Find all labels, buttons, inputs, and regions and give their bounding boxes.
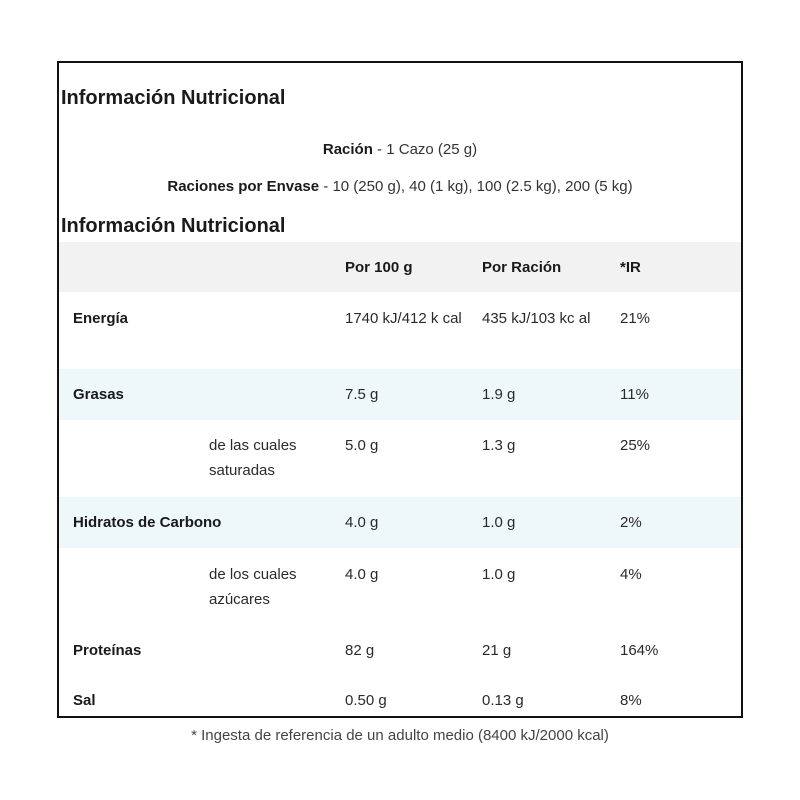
header-per-serving: Por Ración	[482, 259, 562, 276]
row-per-serving: 1.3 g	[482, 437, 516, 454]
serving-size	[59, 141, 741, 158]
footnote: * Ingesta de referencia de un adulto medio (8400 kJ/2000 kcal)	[191, 727, 609, 744]
serving-size-label: Ración	[322, 141, 373, 158]
row-per-100g: 4.0 g	[345, 566, 379, 583]
row-per-100g: 82 g	[345, 642, 375, 659]
row-nutrient: Grasas	[73, 386, 124, 403]
table-row	[59, 548, 743, 625]
servings-per-pack-label: Raciones por Envase	[167, 178, 320, 195]
table-header	[59, 242, 743, 292]
table-row	[59, 292, 743, 369]
row-ir: 8%	[620, 692, 642, 709]
servings-per-pack	[59, 178, 741, 195]
table-title: Información Nutricional	[61, 215, 286, 237]
nutrition-panel	[57, 61, 743, 718]
row-per-100g: 0.50 g	[345, 692, 387, 709]
row-per-serving: 1.0 g	[482, 514, 516, 531]
row-nutrient: Sal	[73, 692, 96, 709]
table-row	[59, 625, 743, 676]
row-per-serving: 21 g	[482, 642, 512, 659]
table-row	[59, 420, 743, 497]
row-sub-nutrient: de las cuales saturadas	[209, 437, 297, 479]
row-ir: 21%	[620, 310, 651, 327]
table-row	[59, 369, 743, 420]
row-ir: 11%	[620, 386, 649, 403]
row-nutrient: Proteínas	[73, 642, 142, 659]
header-per-100g: Por 100 g	[345, 259, 413, 276]
row-per-100g: 5.0 g	[345, 437, 379, 454]
row-ir: 4%	[620, 566, 642, 583]
row-ir: 164%	[620, 642, 659, 659]
servings-per-pack-value: - 10 (250 g), 40 (1 kg), 100 (2.5 kg), 200 (5 kg)	[319, 178, 633, 195]
row-sub-nutrient: de los cuales azúcares	[209, 566, 297, 608]
page-title: Información Nutricional	[61, 87, 286, 109]
row-nutrient: Energía	[73, 310, 129, 327]
table-row	[59, 497, 743, 548]
row-ir: 2%	[620, 514, 642, 531]
row-ir: 25%	[620, 437, 651, 454]
row-per-serving: 1.9 g	[482, 386, 516, 403]
serving-size-value: - 1 Cazo (25 g)	[372, 141, 478, 158]
row-per-100g: 4.0 g	[345, 514, 379, 531]
row-per-serving: 1.0 g	[482, 566, 516, 583]
row-per-100g: 7.5 g	[345, 386, 379, 403]
row-nutrient: Hidratos de Carbono	[73, 514, 222, 531]
table-row	[59, 676, 743, 718]
row-per-100g: 1740 kJ/412 k cal	[345, 310, 462, 327]
header-ir: *IR	[620, 259, 641, 276]
row-per-serving: 0.13 g	[482, 692, 524, 709]
row-per-serving: 435 kJ/103 kc al	[482, 310, 591, 327]
